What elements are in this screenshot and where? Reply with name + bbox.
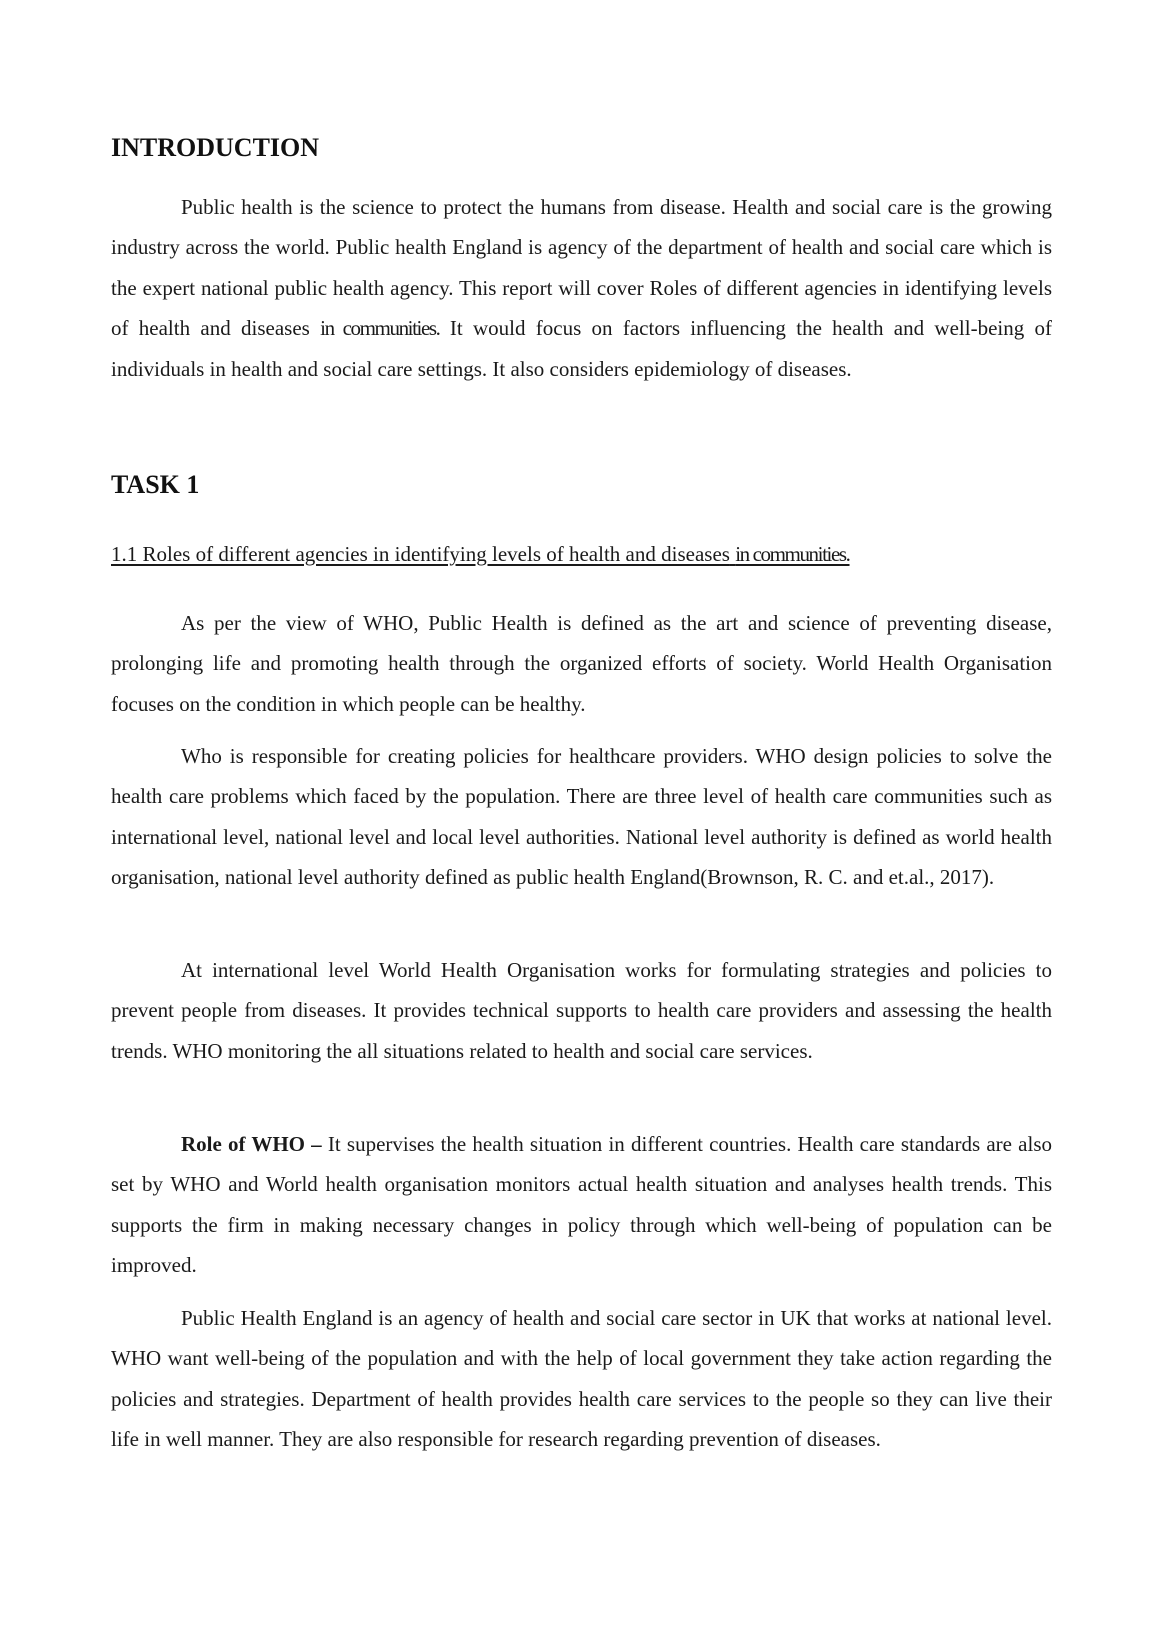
section-1-1-subheading bbox=[111, 540, 850, 568]
role-of-who-paragraph bbox=[111, 1124, 1052, 1286]
international-level-paragraph: At international level World Health Organisation works for formulating strategies and policies to prevent people from diseases. It provides technical supports to health care providers and assessing the health trends. WHO monitoring the all situations related to health and social care services. bbox=[111, 958, 1052, 1063]
introduction-paragraph bbox=[111, 187, 1052, 389]
who-definition-paragraph: As per the view of WHO, Public Health is defined as the art and science of preventing disease, prolonging life and promoting health through the organized efforts of society. World Health Organisation focuses on the condition in which people can be healthy. bbox=[111, 611, 1052, 716]
intro-text-condensed: in communities. bbox=[320, 316, 440, 341]
role-of-who-label: Role of WHO – bbox=[181, 1132, 322, 1156]
policies-paragraph: Who is responsible for creating policies for healthcare providers. WHO design policies to solve the health care problems which faced by the population. There are three level of health care communities such as international level, national level and local level authorities. National level authority is defined as world health organisation, national level authority defined as public health England(Brownson, R. C. and et.al., 2017). bbox=[111, 744, 1052, 890]
intro-text-part-a: Public health is the science to protect the humans from disease. Health and social care is the growing industry across the world. Public health England is agency of the department of health and social care which is the expert national public health agency. This report will cover Roles of different agencies in identifying levels of health and diseases bbox=[111, 195, 1052, 341]
role-of-who-text: It supervises the health situation in different countries. Health care standards are also set by WHO and World health organisation monitors actual health situation and analyses health trends. This supports the firm in making necessary changes in policy through which well-being of population can be improved. bbox=[111, 1132, 1052, 1278]
task-1-heading: TASK 1 bbox=[111, 470, 200, 499]
introduction-heading: INTRODUCTION bbox=[111, 133, 320, 162]
subheading-text-part-a: 1.1 Roles of different agencies in identifying levels of health and diseases bbox=[111, 542, 730, 566]
intro-text-part-b: It would focus on factors influencing the health and well-being of individuals in health and social care settings. It also considers epidemiology of diseases. bbox=[111, 316, 1053, 381]
public-health-england-paragraph: Public Health England is an agency of health and social care sector in UK that works at national level. WHO want well-being of the population and with the help of local government they take action regarding the policies and strategies. Department of health provides health care services to the people so they can live their life in well manner. They are also responsible for research regarding prevention of diseases. bbox=[111, 1306, 1052, 1452]
subheading-text-condensed: in communities. bbox=[735, 542, 850, 566]
